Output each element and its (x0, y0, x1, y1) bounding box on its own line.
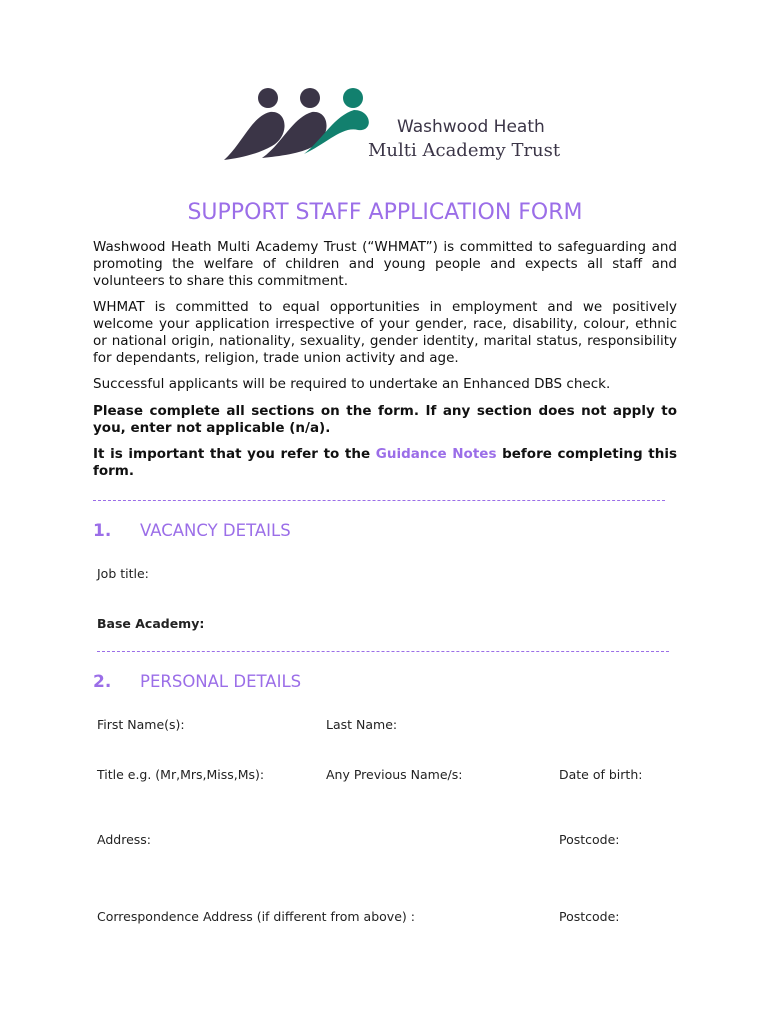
intro-paragraph-dbs: Successful applicants will be required to undertake an Enhanced DBS check. (93, 376, 611, 392)
previous-names-label: Any Previous Name/s: (326, 767, 463, 782)
intro-paragraph-guidance (93, 446, 677, 480)
postcode-label: Postcode: (559, 832, 620, 847)
correspondence-address-label: Correspondence Address (if different from above) : (97, 909, 415, 924)
page-title: SUPPORT STAFF APPLICATION FORM (187, 200, 583, 225)
correspondence-postcode-label: Postcode: (559, 909, 620, 924)
address-label: Address: (97, 832, 151, 847)
guidance-text-after: before completing this form. (93, 446, 677, 479)
intro-paragraph-equal-opportunities: WHMAT is committed to equal opportunities in employment and we positively welcome your application irrespective of your gender, race, disability, colour, ethnic or national origin, nationality, sexuality, gender identity, marital status, responsibility for dependants, religion, trade union activity and age. (93, 299, 677, 366)
job-title-label: Job title: (97, 566, 149, 581)
section-2-title: PERSONAL DETAILS (140, 672, 302, 691)
trust-logo (222, 84, 561, 166)
logo-figures-icon (222, 84, 372, 166)
logo-line-1: Washwood Heath (397, 117, 545, 137)
first-name-label: First Name(s): (97, 717, 185, 732)
intro-paragraph-instructions: Please complete all sections on the form. If any section does not apply to you, enter not applicable (n/a). (93, 403, 677, 436)
last-name-label: Last Name: (326, 717, 398, 732)
section-1-number: 1. (93, 521, 112, 541)
title-label: Title e.g. (Mr,Mrs,Miss,Ms): (97, 767, 265, 782)
section-2-number: 2. (93, 672, 112, 692)
intro-paragraph-safeguarding: Washwood Heath Multi Academy Trust (“WHMAT”) is committed to safeguarding and promoting the welfare of children and young people and expects all staff and volunteers to share this commitment. (93, 239, 677, 289)
guidance-notes-link[interactable]: Guidance Notes (375, 446, 497, 462)
section-divider (97, 651, 669, 652)
section-divider (93, 500, 665, 501)
guidance-text-before: It is important that you refer to the (93, 446, 376, 462)
base-academy-label: Base Academy: (97, 616, 205, 631)
logo-line-2: Multi Academy Trust (368, 140, 561, 161)
date-of-birth-label: Date of birth: (559, 767, 643, 782)
section-1-title: VACANCY DETAILS (140, 521, 291, 540)
